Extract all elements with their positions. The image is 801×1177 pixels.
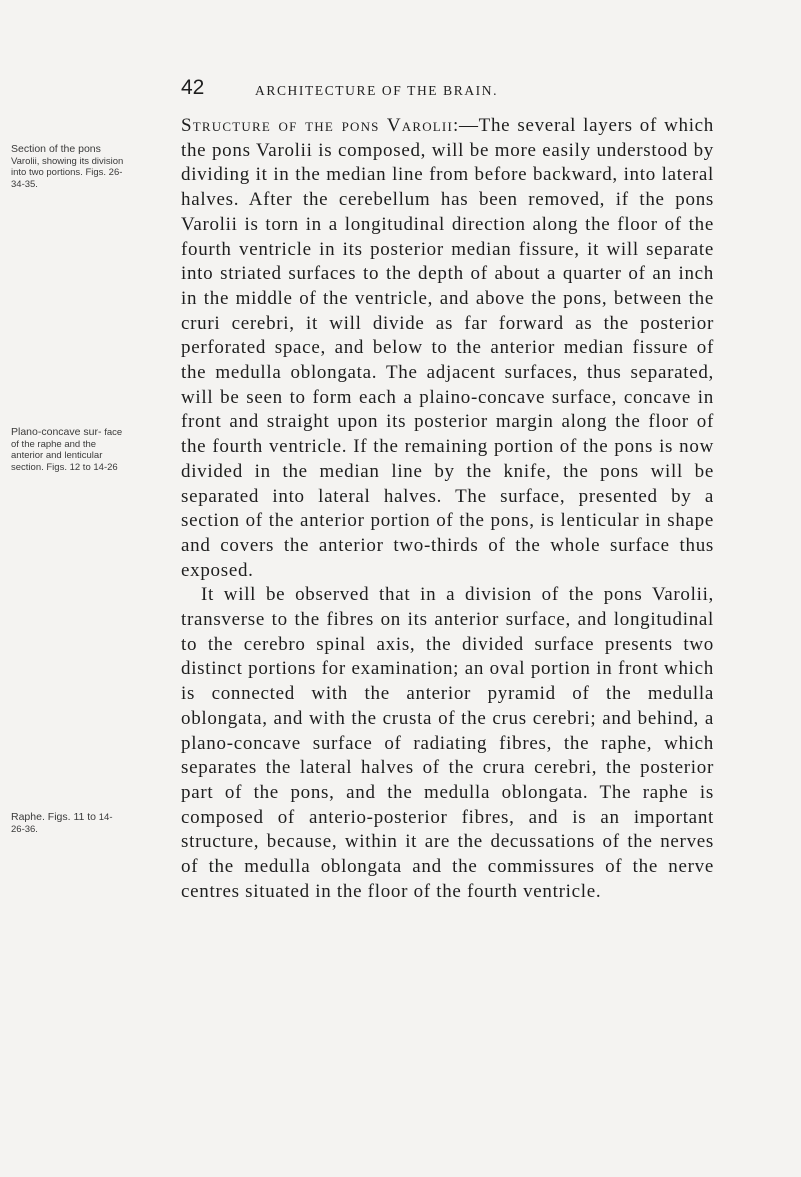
margin-note-raphe [11, 812, 125, 835]
margin-note-tail: Varolii, showing its division into two portions. Figs. 26-34-35. [11, 155, 124, 190]
margin-note-head: Raphe. Figs. 11 to [11, 811, 97, 823]
margin-note-tail: face of the raphe and the anterior and lenticular section. Figs. 12 to 14-26 [11, 427, 123, 473]
margin-note-section-of-pons [11, 144, 125, 190]
page-number: 42 [181, 76, 205, 99]
margin-note-plano-concave-surface [11, 427, 125, 473]
paragraph-structure-of-pons [181, 114, 714, 583]
margin-note-tail: 14-26-36. [11, 812, 113, 835]
paragraph-division-observation: It will be observed that in a division of the pons Varolii, transverse to the fibres on its anterior surface, and longitudinal to the cerebro spinal axis, the divided surface presents two distinct portions for examination; an oval portion in front which is connected with the anterior pyramid of the medulla oblongata, and with the crusta of the crus cerebri; and behind, a plano-concave surface of radiating fibres, the raphe, which separates the lateral halves of the crura cerebri, the posterior part of the pons, and the medulla oblongata. The raphe is composed of anterio-posterior fibres, and is an important structure, because, within it are the decussations of the nerves of the medulla oblongata and the commissures of the nerve centres situated in the floor of the fourth ventricle. [181, 584, 714, 902]
section-lead-in: Structure of the pons Varolii [181, 115, 453, 136]
body-text [181, 114, 714, 905]
paragraph-text: :—The several layers of which the pons Varolii is composed, will be more easily understood by dividing it in the median line from before backward, into lateral halves. After the cerebellum has been removed, if the pons Varolii is torn in a longitudinal direction along the floor of the fourth ventricle in its posterior median fissure, it will separate into striated surfaces to the depth of about a quarter of an inch in the middle of the ventricle, and above the pons, between the cruri cerebri, it will divide as far forward as the posterior perforated space, and below to the anterior median fissure of the medulla oblongata. The adjacent surfaces, thus separated, will be seen to form each a plaino-concave surface, concave in front and straight upon its posterior margin along the floor of the fourth ventricle. If the remaining portion of the pons is now divided in the median line by the knife, the pons will be separated into lateral halves. The surface, presented by a section of the anterior portion of the pons, is lenticular in shape and covers the anterior two-thirds of the whole surface thus exposed. [181, 115, 715, 581]
margin-note-head: Plano-concave sur- [11, 426, 102, 438]
running-title: ARCHITECTURE OF THE BRAIN. [255, 83, 499, 98]
margin-note-head: Section of the pons [11, 143, 101, 155]
